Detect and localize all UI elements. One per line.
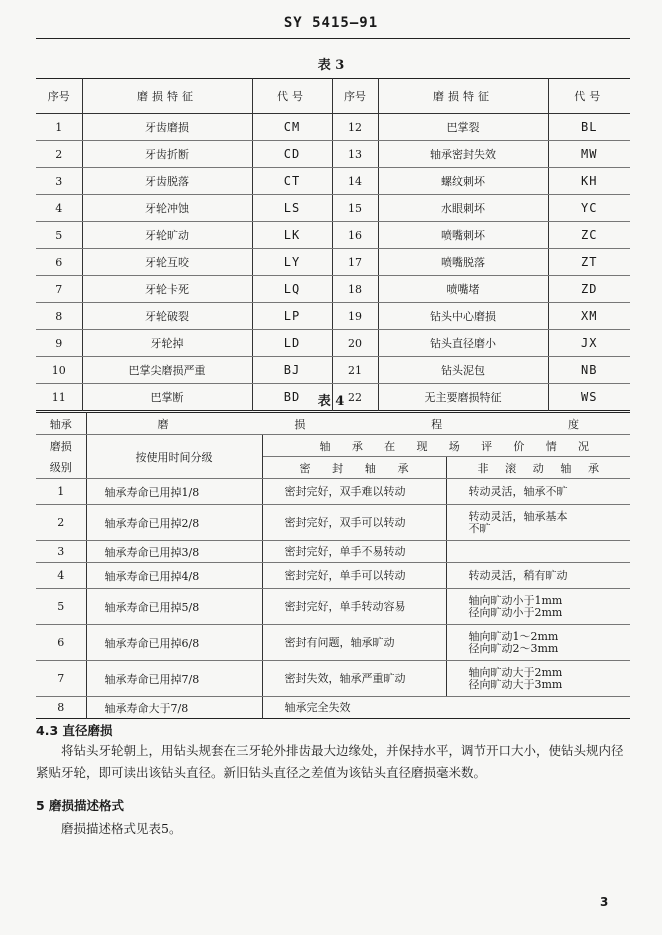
table4-unsealed-header — [446, 457, 630, 479]
table3-cell: CM — [252, 114, 332, 141]
eval-char: 场 — [448, 439, 460, 453]
table3-header-cell: 磨损特征 — [378, 79, 548, 114]
table3-cell: LK — [252, 222, 332, 249]
table3-cell: ZD — [548, 276, 630, 303]
table4-row — [36, 625, 630, 661]
table3-cell: ZC — [548, 222, 630, 249]
table3-cell: 12 — [332, 114, 378, 141]
table4-level-header-1: 轴承 — [36, 413, 86, 435]
unsealed-char: 轴 — [560, 461, 572, 475]
table3-cell: 17 — [332, 249, 378, 276]
eval-char: 在 — [384, 439, 396, 453]
table3-cell: 牙轮互咬 — [82, 249, 252, 276]
table3-cell: CT — [252, 168, 332, 195]
table3-cell: 巴掌断 — [82, 384, 252, 411]
table3-cell: BD — [252, 384, 332, 411]
unsealed-char: 滚 — [505, 461, 517, 475]
table3-cell: 钻头直径磨小 — [378, 330, 548, 357]
unsealed-char: 非 — [477, 461, 489, 475]
eval-char: 况 — [578, 439, 589, 453]
table3 — [36, 78, 630, 411]
table4-row — [36, 661, 630, 697]
table3-cell: 21 — [332, 357, 378, 384]
table3-cell: 15 — [332, 195, 378, 222]
table3-cell: XM — [548, 303, 630, 330]
table4-sealed-cell: 密封有问题，轴承旷动 — [262, 625, 446, 661]
sealed-char: 轴 — [364, 461, 376, 475]
eval-char: 评 — [481, 439, 493, 453]
table3-row — [36, 195, 630, 222]
table3-cell: 牙轮破裂 — [82, 303, 252, 330]
sealed-char: 密 — [299, 461, 311, 475]
table4-time-cell: 轴承寿命已用掉4/8 — [86, 563, 262, 589]
table3-row — [36, 303, 630, 330]
table3-cell: 钻头中心磨损 — [378, 303, 548, 330]
table4-unsealed-line: 轴向旷动大于2mm — [468, 665, 563, 679]
table4-header-row — [36, 413, 630, 435]
table3-cell: 1 — [36, 114, 82, 141]
table4-level-header-3: 级别 — [36, 457, 86, 479]
table3-cell: 16 — [332, 222, 378, 249]
table4-unsealed-line: 转动灵活，轴承不旷 — [468, 484, 568, 498]
section-4-3-heading: 4.3 直径磨损 — [36, 723, 113, 738]
sealed-char: 承 — [397, 461, 409, 475]
table3-row — [36, 141, 630, 168]
table3-cell: JX — [548, 330, 630, 357]
table4-time-cell: 轴承寿命已用掉7/8 — [86, 661, 262, 697]
degree-char: 度 — [567, 417, 579, 431]
degree-char: 损 — [294, 417, 306, 431]
table4-time-cell: 轴承寿命已用掉6/8 — [86, 625, 262, 661]
table3-cell: CD — [252, 141, 332, 168]
table4-unsealed-line: 径向旷动2～3mm — [468, 641, 559, 655]
table4-unsealed-cell — [446, 479, 630, 505]
table4-level-cell: 5 — [36, 589, 86, 625]
table3-cell: 牙齿磨损 — [82, 114, 252, 141]
unsealed-char: 承 — [588, 461, 599, 475]
section-4-3-body: 将钻头牙轮朝上，用钻头规套在三牙轮外排齿最大边缘处，并保持水平，调节开口大小，使钻头规内径紧贴牙轮，即可读出该钻头直径。新旧钻头直径之差值为该钻头直径磨损毫米数。 — [36, 743, 624, 780]
table3-cell: 喷嘴堵 — [378, 276, 548, 303]
table3-row — [36, 249, 630, 276]
table4-sealed-cell: 密封完好，单手不易转动 — [262, 541, 446, 563]
table4-level-cell: 6 — [36, 625, 86, 661]
table4-sealed-cell: 密封完好，双手难以转动 — [262, 479, 446, 505]
table4-time-cell: 轴承寿命大于7/8 — [86, 697, 262, 719]
table3-cell: 牙轮卡死 — [82, 276, 252, 303]
table3-cell: 螺纹刺坏 — [378, 168, 548, 195]
table3-row — [36, 357, 630, 384]
table3-cell: 巴掌尖磨损严重 — [82, 357, 252, 384]
table4-degree-header — [86, 413, 630, 435]
table4-level-header-2: 磨损 — [36, 435, 86, 457]
table3-cell: WS — [581, 390, 598, 404]
table3-row — [36, 222, 630, 249]
table3-header-row — [36, 79, 630, 114]
table3-cell: 13 — [332, 141, 378, 168]
table4-sealed-cell: 轴承完全失效 — [284, 700, 351, 714]
table4-header-row — [36, 435, 630, 457]
eval-char: 情 — [545, 439, 557, 453]
table3-cell: 14 — [332, 168, 378, 195]
table3-cell: BJ — [252, 357, 332, 384]
table3-row — [36, 330, 630, 357]
table4-unsealed-cell — [446, 589, 630, 625]
table3-row — [36, 168, 630, 195]
table4-unsealed-line: 径向旷动大于3mm — [468, 677, 563, 691]
table4-row — [36, 589, 630, 625]
unsealed-char: 动 — [532, 461, 544, 475]
table3-cell: 11 — [36, 384, 82, 411]
table3-cell: 牙轮掉 — [82, 330, 252, 357]
table3-header-cell: 代号 — [548, 79, 630, 114]
table3-cell: ZT — [548, 249, 630, 276]
table3-header-cell: 序号 — [36, 79, 82, 114]
table3-cell: 巴掌裂 — [378, 114, 548, 141]
table4-row — [36, 697, 630, 719]
table4-unsealed-line: 径向旷动小于2mm — [468, 605, 563, 619]
table4-level-cell: 4 — [36, 563, 86, 589]
table3-cell: 牙齿折断 — [82, 141, 252, 168]
degree-char: 程 — [431, 417, 443, 431]
table3-header-cell: 序号 — [332, 79, 378, 114]
table3-cell: 4 — [36, 195, 82, 222]
table3-row — [36, 114, 630, 141]
table4-unsealed-line: 转动灵活，稍有旷动 — [468, 568, 568, 582]
table4-level-cell: 1 — [36, 479, 86, 505]
table4-level-cell: 7 — [36, 661, 86, 697]
table4-row — [36, 563, 630, 589]
table4-row — [36, 479, 630, 505]
table3-cell: 牙轮冲蚀 — [82, 195, 252, 222]
table3-cell: NB — [548, 357, 630, 384]
table3-cell: 2 — [36, 141, 82, 168]
section-5-body: 磨损描述格式见表5。 — [61, 821, 182, 836]
table3-cell: 轴承密封失效 — [378, 141, 548, 168]
table4-row — [36, 505, 630, 541]
table4-unsealed-cell — [446, 541, 630, 563]
table4-time-header: 按使用时间分级 — [86, 435, 262, 479]
table3-cell: BL — [548, 114, 630, 141]
section-5-heading: 5 磨损描述格式 — [36, 798, 125, 813]
table3-cell: 6 — [36, 249, 82, 276]
table3-cell: 22 — [332, 384, 378, 411]
table4-unsealed-line: 轴向旷动小于1mm — [468, 593, 563, 607]
table3-cell: 喷嘴刺坏 — [378, 222, 548, 249]
table4-sealed-cell: 密封完好，单手转动容易 — [262, 589, 446, 625]
eval-char: 承 — [351, 439, 363, 453]
table3-cell: 喷嘴脱落 — [378, 249, 548, 276]
sealed-char: 封 — [332, 461, 344, 475]
table3-header-cell: 磨损特征 — [82, 79, 252, 114]
table3-cell: LY — [252, 249, 332, 276]
table4-time-cell: 轴承寿命已用掉3/8 — [86, 541, 262, 563]
header-rule — [36, 38, 630, 39]
table3-cell: LS — [252, 195, 332, 222]
table3-row — [36, 276, 630, 303]
eval-char: 现 — [416, 439, 428, 453]
table4 — [36, 412, 630, 719]
table4-sealed-cell: 密封完好，单手可以转动 — [262, 563, 446, 589]
eval-char: 价 — [513, 439, 525, 453]
table3-cell: 牙齿脱落 — [82, 168, 252, 195]
table4-time-cell: 轴承寿命已用掉2/8 — [86, 505, 262, 541]
table3-cell: 5 — [36, 222, 82, 249]
table4-unsealed-line: 转动灵活，轴承基本 — [468, 509, 568, 523]
table4-sealed-header — [262, 457, 446, 479]
page-number: 3 — [600, 895, 609, 909]
table4-level-cell: 3 — [36, 541, 86, 563]
table3-caption: 表 3 — [317, 58, 345, 73]
table4-row — [36, 541, 630, 563]
table4-unsealed-cell — [446, 563, 630, 589]
table4-level-cell: 8 — [36, 697, 86, 719]
table3-cell: 19 — [332, 303, 378, 330]
table3-cell: 10 — [36, 357, 82, 384]
page-header: SY 5415—91 — [283, 15, 379, 31]
table3-cell: YC — [548, 195, 630, 222]
table4-caption: 表 4 — [317, 394, 345, 409]
table3-cell: 9 — [36, 330, 82, 357]
table4-eval-header — [262, 435, 630, 457]
table3-cell: 20 — [332, 330, 378, 357]
table3-cell: LP — [252, 303, 332, 330]
table3-cell: 无主要磨损特征 — [378, 384, 548, 411]
table3-cell: LQ — [252, 276, 332, 303]
table4-sealed-cell: 密封失效，轴承严重旷动 — [262, 661, 446, 697]
table4-unsealed-line: 轴向旷动1～2mm — [468, 629, 559, 643]
table3-header-cell: 代号 — [252, 79, 332, 114]
table4-unsealed-cell — [446, 625, 630, 661]
table3-cell: 牙轮旷动 — [82, 222, 252, 249]
table3-cell: 18 — [332, 276, 378, 303]
table3-cell: 3 — [36, 168, 82, 195]
table4-unsealed-line: 不旷 — [468, 521, 491, 535]
table3-cell: 钻头泥包 — [378, 357, 548, 384]
table3-cell: LD — [252, 330, 332, 357]
table3-cell: MW — [548, 141, 630, 168]
table4-unsealed-cell — [446, 661, 630, 697]
table4-unsealed-cell — [446, 505, 630, 541]
table4-sealed-cell: 密封完好，双手可以转动 — [262, 505, 446, 541]
degree-char: 磨 — [157, 417, 169, 431]
table3-cell: 水眼刺坏 — [378, 195, 548, 222]
table3-cell: 8 — [36, 303, 82, 330]
table3-cell: 7 — [36, 276, 82, 303]
table4-time-cell: 轴承寿命已用掉5/8 — [86, 589, 262, 625]
table3-cell: KH — [548, 168, 630, 195]
eval-char: 轴 — [319, 439, 331, 453]
table4-level-cell: 2 — [36, 505, 86, 541]
table4-time-cell: 轴承寿命已用掉1/8 — [86, 479, 262, 505]
